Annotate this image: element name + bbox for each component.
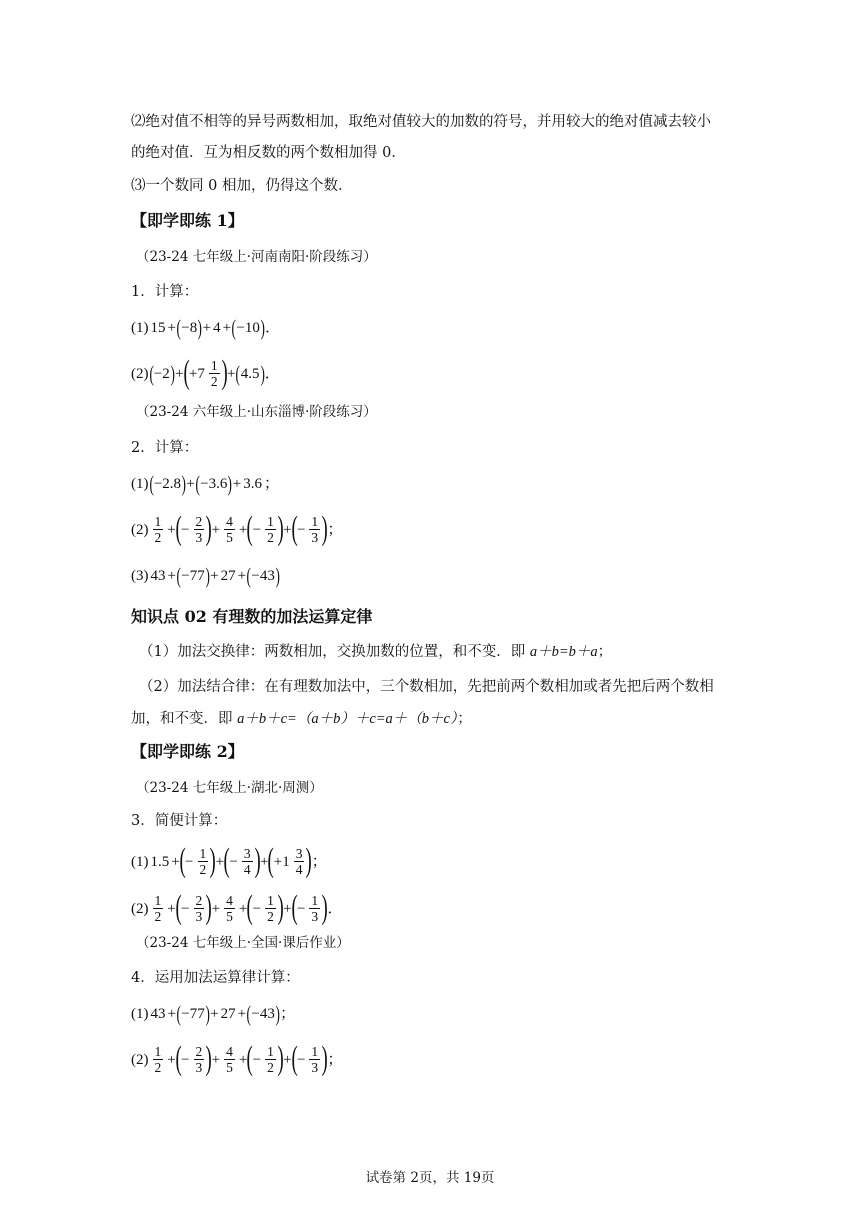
- fraction: $\frac{4}{5}$: [226, 514, 233, 545]
- operator: +: [283, 521, 292, 538]
- fraction: $\frac{1}{3}$: [311, 893, 319, 924]
- part-label: (3): [131, 568, 149, 584]
- number: 27: [220, 568, 236, 584]
- part-label: (1): [131, 1006, 149, 1022]
- source-note: （23-24 七年级上·湖北·周测）: [136, 780, 323, 796]
- question-1: 1．计算：: [131, 284, 199, 300]
- number: 4: [213, 320, 221, 336]
- question-2-part-2: (2) $\frac{1}{2}$ + ( − $\frac{2}{3}$ ) + $\frac{4}{5}$ + ( − $\frac{1}{2}$ ) + ( − $\frac{1}{3}$ ) ；: [131, 509, 343, 547]
- operator: +: [283, 1051, 292, 1068]
- question-3-part-1: (1) 1.5 + ( − $\frac{1}{2}$ ) + ( − $\frac{3}{4}$ ) + ( +1 $\frac{3}{4}$ ) ；: [131, 841, 327, 879]
- operator: +: [167, 320, 176, 336]
- operator: +: [211, 521, 221, 538]
- operator: +: [171, 853, 180, 870]
- fraction: $\frac{2}{3}$: [195, 1044, 203, 1075]
- source-note: （23-24 六年级上·山东淄博·阶段练习）: [136, 404, 377, 420]
- number: 15: [150, 320, 166, 336]
- fraction: $\frac{1}{3}$: [311, 514, 319, 545]
- number: +7: [188, 365, 205, 382]
- question-2: 2．计算：: [131, 440, 199, 456]
- punctuation: ；: [327, 1051, 343, 1068]
- question-2-part-1: (1) ( −2.8 ) + ( −3.6 ) + 3.6 ；: [131, 471, 279, 496]
- fraction: $\frac{4}{5}$: [226, 893, 233, 924]
- operator: +: [226, 365, 236, 382]
- number: 43: [150, 568, 166, 584]
- number: 3.6: [243, 476, 262, 492]
- operator: +: [238, 521, 248, 538]
- source-note: （23-24 七年级上·河南南阳·阶段练习）: [136, 249, 377, 265]
- operator: +: [167, 1051, 176, 1068]
- fraction: $\frac{1}{2}$: [267, 893, 274, 924]
- fraction: $\frac{1}{2}$: [267, 514, 274, 545]
- fraction: $\frac{1}{2}$: [210, 358, 218, 389]
- number: −2: [153, 365, 170, 382]
- fraction: $\frac{1}{2}$: [267, 1044, 274, 1075]
- part-label: (2): [131, 365, 149, 382]
- punctuation: ．: [264, 365, 280, 382]
- fraction: $\frac{3}{4}$: [295, 846, 303, 877]
- operator: +: [186, 476, 195, 492]
- question-4-part-1: (1) 43 + ( −77 ) + 27 + ( −43 ) ；: [131, 1001, 296, 1026]
- operator: +: [237, 568, 247, 584]
- operator: +: [210, 1006, 219, 1022]
- practice-2-heading: 【即学即练 2】: [131, 742, 244, 761]
- number: −8: [181, 320, 198, 336]
- number: −43: [251, 568, 275, 584]
- knowledge-point-heading: 知识点 02 有理数的加法运算定律: [131, 607, 373, 626]
- fraction: $\frac{1}{2}$: [199, 846, 207, 877]
- question-1-part-2: (2) ( −2 ) + ( +7 $\frac{1}{2}$ ) + ( 4.5 ) ．: [131, 353, 280, 391]
- rule-2-line-2: 的绝对值．互为相反数的两个数相加得 0．: [131, 145, 406, 161]
- operator: +: [222, 320, 232, 336]
- operator: +: [238, 1051, 248, 1068]
- law-text: 加，和不变．即: [131, 711, 238, 727]
- practice-1-heading: 【即学即练 1】: [131, 211, 244, 230]
- operator: +: [167, 1006, 176, 1022]
- question-4-part-2: (2) $\frac{1}{2}$ + ( − $\frac{2}{3}$ ) + $\frac{4}{5}$ + ( − $\frac{1}{2}$ ) + ( − $\frac{1}{3}$ ) ；: [131, 1039, 343, 1077]
- question-1-part-1: (1) 15 + ( −8 ) + 4 + ( −10 ) ．: [131, 315, 281, 340]
- source-note: （23-24 七年级上·全国·课后作业）: [136, 935, 350, 951]
- number: −10: [236, 320, 260, 336]
- page-footer: 试卷第 2页，共 19页: [365, 1170, 495, 1186]
- operator: +: [238, 900, 248, 917]
- fraction: $\frac{1}{2}$: [154, 514, 162, 545]
- part-label: (1): [131, 853, 149, 870]
- fraction: $\frac{1}{2}$: [154, 893, 162, 924]
- part-label: (2): [131, 1051, 149, 1068]
- punctuation: ．: [327, 900, 343, 917]
- law-formula: a＋b=b＋a: [529, 644, 598, 660]
- question-3-part-2: (2) $\frac{1}{2}$ + ( − $\frac{2}{3}$ ) + $\frac{4}{5}$ + ( − $\frac{1}{2}$ ) + ( − $\frac{1}{3}$ ) ．: [131, 888, 343, 926]
- number: −3.6: [200, 476, 228, 492]
- number: −43: [251, 1006, 275, 1022]
- number: 1.5: [150, 853, 170, 870]
- fraction: $\frac{4}{5}$: [226, 1044, 233, 1075]
- punctuation: ；: [280, 1006, 296, 1022]
- number: −77: [181, 568, 205, 584]
- rule-2-line-1: ⑵绝对值不相等的异号两数相加，取绝对值较大的加数的符号，并用较大的绝对值减去较小: [131, 114, 711, 130]
- question-3: 3．简便计算：: [131, 813, 228, 829]
- punctuation: ；: [327, 521, 343, 538]
- part-label: (1): [131, 320, 149, 336]
- number: 27: [220, 1006, 236, 1022]
- number: 4.5: [240, 365, 260, 382]
- operator: +: [232, 476, 242, 492]
- operator: +: [210, 568, 219, 584]
- operator: +: [237, 1006, 247, 1022]
- part-label: (1): [131, 476, 149, 492]
- associative-law-line-2: [131, 709, 472, 729]
- punctuation: ；: [311, 853, 327, 870]
- operator: +: [202, 320, 212, 336]
- punctuation: ；: [597, 644, 613, 660]
- number: −2.8: [153, 476, 182, 492]
- operator: +: [211, 1051, 221, 1068]
- law-text: （1）加法交换律：两数相加，交换加数的位置，和不变．即: [139, 644, 530, 660]
- fraction: $\frac{1}{3}$: [311, 1044, 319, 1075]
- punctuation: ；: [263, 476, 279, 492]
- operator: +: [167, 900, 176, 917]
- operator: +: [167, 521, 176, 538]
- fraction: $\frac{3}{4}$: [243, 846, 251, 877]
- operator: +: [283, 900, 292, 917]
- operator: +: [215, 853, 225, 870]
- operator: +: [167, 568, 176, 584]
- punctuation: ．: [265, 320, 281, 336]
- fraction: $\frac{1}{2}$: [154, 1044, 162, 1075]
- operator: +: [211, 900, 221, 917]
- question-4: 4．运用加法运算律计算：: [131, 970, 300, 986]
- question-2-part-3: (3) 43 + ( −77 ) + 27 + ( −43 ): [131, 563, 280, 588]
- associative-law-line-1: （2）加法结合律：在有理数加法中，三个数相加，先把前两个数相加或者先把后两个数相: [139, 679, 714, 695]
- commutative-law: [139, 642, 612, 662]
- operator: +: [175, 365, 184, 382]
- punctuation: ；: [457, 711, 472, 727]
- part-label: (2): [131, 521, 149, 538]
- part-label: (2): [131, 900, 149, 917]
- number: −77: [181, 1006, 205, 1022]
- fraction: $\frac{2}{3}$: [195, 893, 203, 924]
- rule-3: ⑶一个数同 0 相加，仍得这个数．: [131, 178, 353, 194]
- fraction: $\frac{2}{3}$: [195, 514, 203, 545]
- number: 43: [150, 1006, 166, 1022]
- operator: +: [259, 853, 269, 870]
- law-formula: a＋b＋c=（a＋b）＋c=a＋（b＋c）: [237, 711, 458, 727]
